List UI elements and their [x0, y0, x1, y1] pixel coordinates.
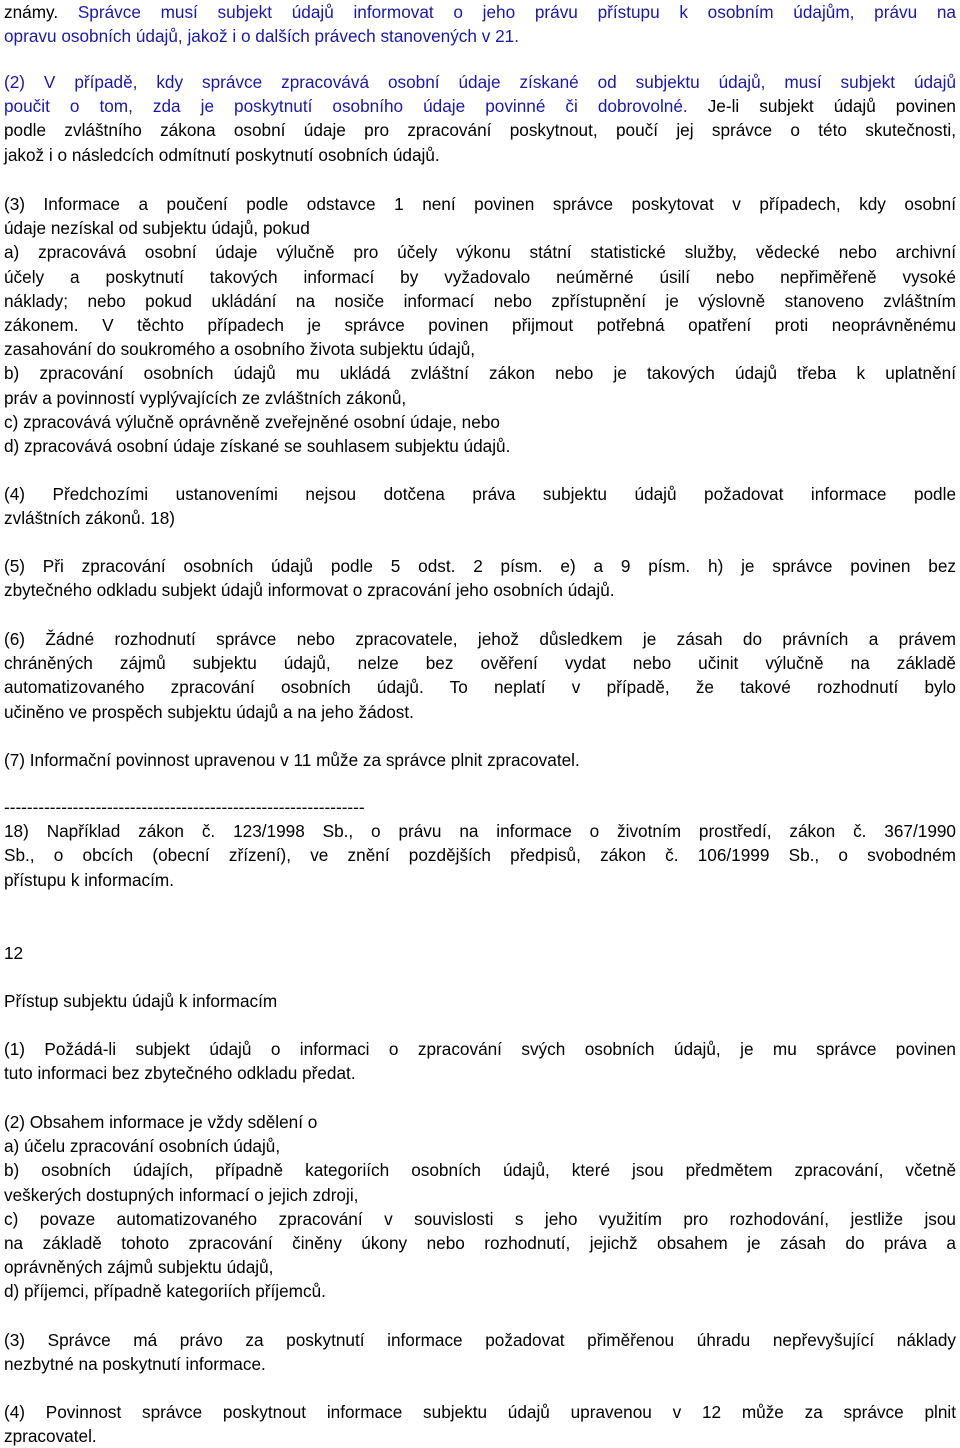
paragraph-p12 [4, 1328, 956, 1376]
text-line [4, 1061, 956, 1085]
paragraph-p4 [4, 554, 956, 602]
text-line [4, 1279, 956, 1303]
text-line [4, 337, 956, 361]
text-line [4, 265, 956, 289]
text-line [4, 675, 956, 699]
paragraph-p1 [4, 70, 956, 167]
text-line [4, 289, 956, 313]
text-line [4, 868, 956, 892]
highlighted-text-run: poučit o tom, zda je poskytnutí osobního údaje povinné či dobrovolné. [4, 96, 688, 117]
text-line [4, 313, 956, 337]
text-line [4, 1183, 956, 1207]
text-run: (7) Informační povinnost upravenou v 11 může za správce plnit zpracovatel. [4, 750, 580, 770]
text-run: zákonem. V těchto případech je správce povinen přijmout potřebná opatření proti neoprávněnému [4, 315, 956, 336]
section-number [4, 941, 956, 965]
text-run: zbytečného odkladu subjekt údajů informovat o zpracování jeho osobních údajů. [4, 580, 615, 601]
text-run: nezbytné na poskytnutí informace. [4, 1354, 266, 1375]
text-run: tuto informaci bez zbytečného odkladu předat. [4, 1063, 356, 1084]
text-run: přístupu k informacím. [4, 869, 175, 890]
text-run: d) příjemci, případně kategoriích příjemců. [4, 1281, 326, 1302]
text-line [4, 482, 956, 506]
text-line [4, 1255, 956, 1279]
text-run: --------------------------------------------------------------- [4, 797, 365, 817]
text-line [4, 795, 956, 819]
text-run: Je-li subjekt údajů povinen [687, 96, 956, 117]
paragraph-p5 [4, 627, 956, 724]
text-run: (6) Žádné rozhodnutí správce nebo zpracovatele, jehož důsledkem je zásah do právních a právem [4, 629, 956, 649]
text-line [4, 1037, 956, 1061]
text-run: účely a poskytnutí takových informací by vyžadovalo neúměrné úsilí nebo nepřiměřeně vysoké [4, 266, 956, 287]
paragraph-p2 [4, 192, 956, 458]
text-run: Přístup subjektu údajů k informacím [4, 991, 278, 1011]
text-run: náklady; nebo pokud ukládání na nosiče informací nebo zpřístupnění je výslovně stanoveno zvláštním [4, 290, 956, 311]
text-run: na základě tohoto zpracování činěny úkony nebo rozhodnutí, jejichž obsahem je zásah do práva a [4, 1233, 956, 1254]
text-line [4, 24, 956, 48]
text-line [4, 1231, 956, 1255]
text-run: 18) Například zákon č. 123/1998 Sb., o právu na informace o životním prostředí, zákon č. 367/1990 [4, 821, 956, 842]
text-line [4, 989, 956, 1013]
text-run: chráněných zájmů subjektu údajů, nelze bez ověření vydat nebo učinit výlučně na základě [4, 653, 956, 674]
paragraph-p10 [4, 1037, 956, 1085]
text-run: d) zpracovává osobní údaje získané se souhlasem subjektu údajů. [4, 436, 511, 457]
text-line [4, 361, 956, 385]
text-run: a) zpracovává osobní údaje výlučně pro účely výkonu státní statistické služby, vědecké nebo archivní [4, 242, 956, 263]
text-run: c) zpracovává výlučně oprávněně zveřejněné osobní údaje, nebo [4, 411, 500, 432]
text-run: zasahování do soukromého a osobního života subjektu údajů, [4, 339, 476, 360]
text-line [4, 651, 956, 675]
text-line [4, 434, 956, 458]
text-line [4, 506, 956, 530]
text-run: práv a povinností vyplývajících ze zvláštních zákonů, [4, 387, 407, 408]
text-run: (4) Předchozími ustanoveními nejsou dotčena práva subjektu údajů požadovat informace podle [4, 484, 956, 504]
text-line [4, 216, 956, 240]
text-line [4, 0, 956, 24]
text-run: zpracovatel. [4, 1426, 97, 1447]
text-run: zvláštních zákonů. 18) [4, 508, 176, 529]
text-line [4, 94, 956, 118]
text-line [4, 819, 956, 843]
footnote-block [4, 795, 956, 892]
text-run: učiněno ve prospěch subjektu údajů a na jeho žádost. [4, 701, 414, 722]
paragraph-p0 [4, 0, 956, 48]
text-line [4, 1424, 956, 1448]
paragraph-p6 [4, 748, 956, 772]
text-run: (2) Obsahem informace je vždy sdělení o [4, 1112, 318, 1132]
text-line [4, 700, 956, 724]
text-line [4, 192, 956, 216]
text-run: (4) Povinnost správce poskytnout informace subjektu údajů upravenou v 12 může za správce plnit [4, 1402, 956, 1422]
text-run: oprávněných zájmů subjektu údajů, [4, 1257, 274, 1278]
highlighted-text-run: (2) V případě, kdy správce zpracovává osobní údaje získané od subjektu údajů, musí subjekt údajů [4, 72, 956, 92]
text-line [4, 118, 956, 142]
text-line [4, 843, 956, 867]
text-line [4, 70, 956, 94]
text-line [4, 1400, 956, 1424]
section-title [4, 989, 956, 1013]
text-run: b) osobních údajích, případně kategoriích osobních údajů, které jsou předmětem zpracování, včetně [4, 1160, 956, 1181]
text-line [4, 410, 956, 434]
text-run: b) zpracování osobních údajů mu ukládá zvláštní zákon nebo je takových údajů třeba k uplatnění [4, 363, 956, 384]
text-line [4, 240, 956, 264]
text-run: podle zvláštního zákona osobní údaje pro zpracování poskytnout, poučí jej správce o této skutečnosti, [4, 120, 956, 141]
text-line [4, 1328, 956, 1352]
text-run: známy. [4, 2, 78, 22]
text-line [4, 386, 956, 410]
text-line [4, 748, 956, 772]
text-run: Sb., o obcích (obecní zřízení), ve znění pozdějších předpisů, zákon č. 106/1999 Sb., o svobodném [4, 845, 956, 866]
text-line [4, 1134, 956, 1158]
text-run: (3) Správce má právo za poskytnutí informace požadovat přiměřenou úhradu nepřevyšující náklady [4, 1330, 956, 1350]
highlighted-text-run: opravu osobních údajů, jakož i o dalších právech stanovených v 21. [4, 26, 519, 47]
text-run: (3) Informace a poučení podle odstavce 1 není povinen správce poskytovat v případech, kdy osobní [4, 194, 956, 214]
text-line [4, 627, 956, 651]
paragraph-p3 [4, 482, 956, 530]
text-line [4, 1158, 956, 1182]
paragraph-p13 [4, 1400, 956, 1448]
text-run: 12 [4, 943, 24, 963]
text-line [4, 1207, 956, 1231]
text-line [4, 941, 956, 965]
text-run: a) účelu zpracování osobních údajů, [4, 1136, 281, 1157]
text-run: veškerých dostupných informací o jejich zdroji, [4, 1184, 359, 1205]
text-run: (1) Požádá-li subjekt údajů o informaci o zpracování svých osobních údajů, je mu správce povinen [4, 1039, 956, 1059]
text-line [4, 554, 956, 578]
text-run: c) povaze automatizovaného zpracování v souvislosti s jeho využitím pro rozhodování, jestliže jsou [4, 1208, 956, 1229]
text-line [4, 143, 956, 167]
text-line [4, 578, 956, 602]
text-run: (5) Při zpracování osobních údajů podle 5 odst. 2 písm. e) a 9 písm. h) je správce povinen bez [4, 556, 956, 576]
paragraph-p11 [4, 1110, 956, 1304]
text-line [4, 1110, 956, 1134]
highlighted-text-run: Správce musí subjekt údajů informovat o jeho právu přístupu k osobním údajům, právu na [77, 2, 956, 22]
text-run: jakož i o následcích odmítnutí poskytnutí osobních údajů. [4, 144, 440, 165]
text-line [4, 1352, 956, 1376]
text-run: údaje nezískal od subjektu údajů, pokud [4, 218, 310, 239]
text-run: automatizovaného zpracování osobních údajů. To neplatí v případě, že takové rozhodnutí bylo [4, 677, 956, 698]
